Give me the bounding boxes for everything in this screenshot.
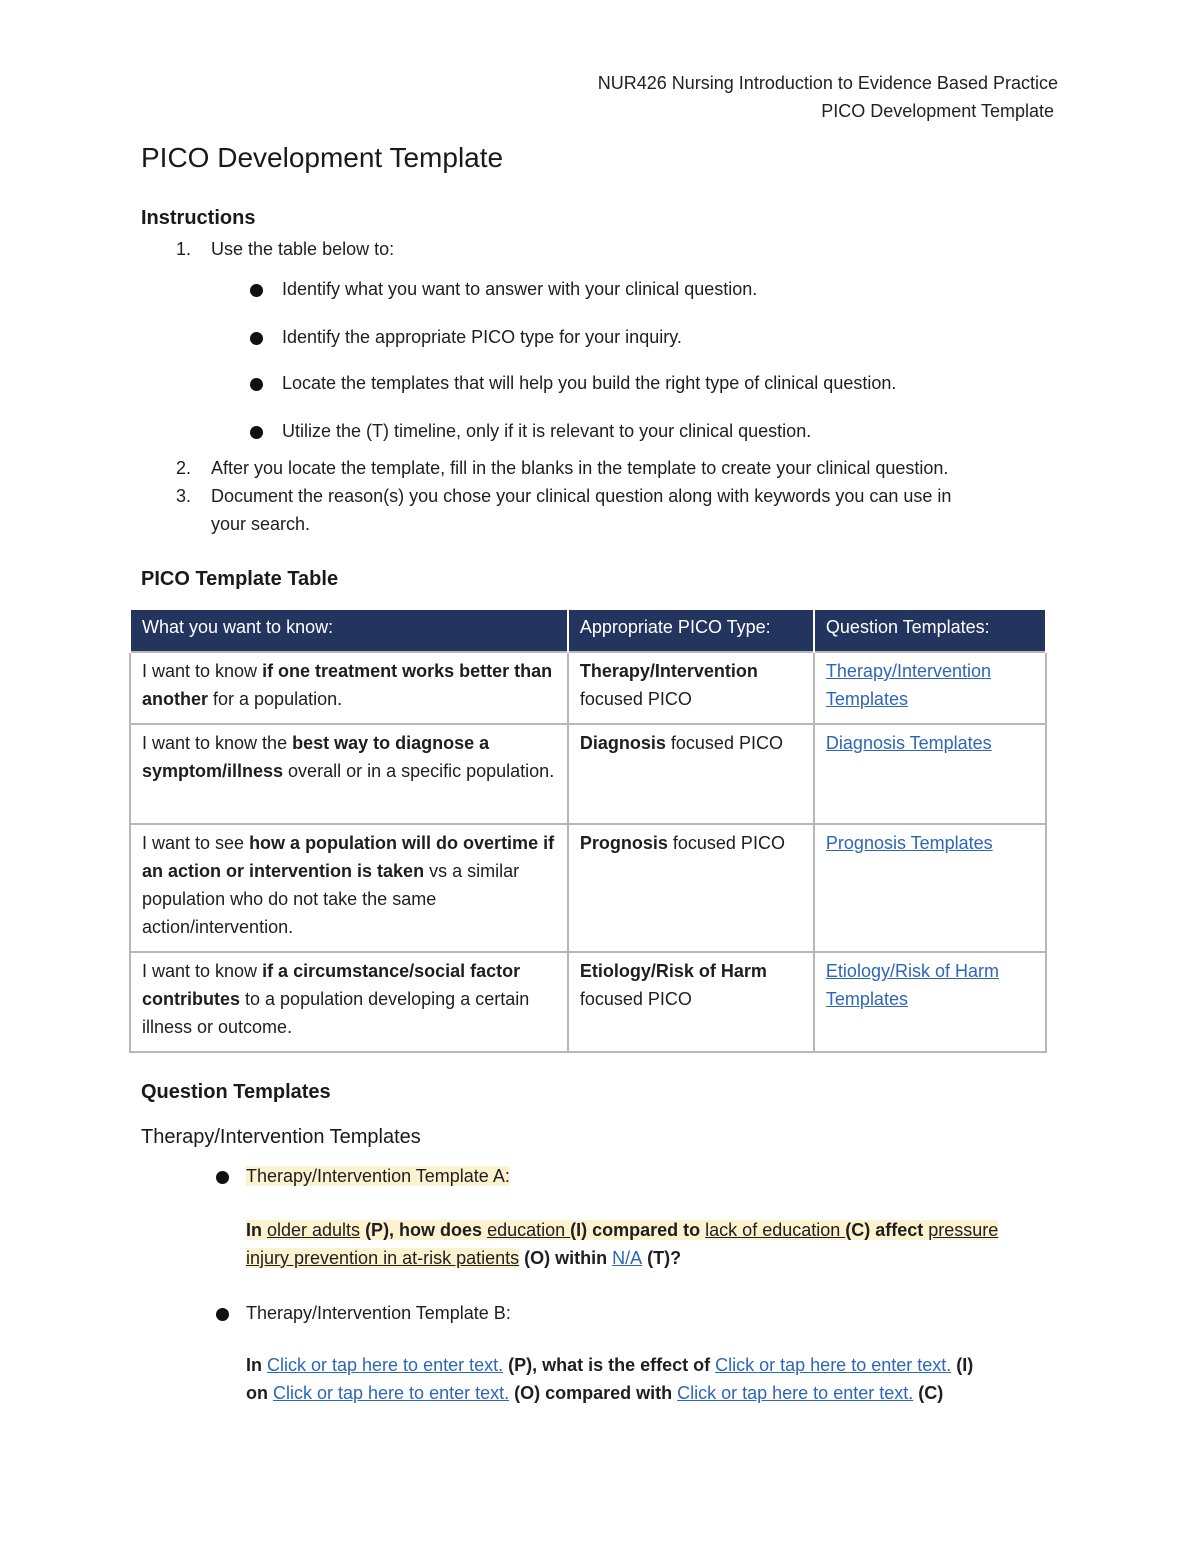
table-row [130, 824, 1046, 952]
bullet-icon [250, 284, 263, 297]
table-row [130, 724, 1046, 824]
bullet-icon [216, 1308, 229, 1321]
template-a-label: Therapy/Intervention Template A: [246, 1166, 510, 1186]
cell-type: Therapy/Intervention focused PICO [568, 652, 814, 724]
cell-link [814, 724, 1046, 824]
cell-link [814, 952, 1046, 1052]
column-header-type: Appropriate PICO Type: [568, 610, 814, 652]
template-a-question: In older adults (P), how does education (I) compared to lack of education (C) affect pressure injury prevention in at-risk patients (O) within N/A (T)? [246, 1220, 999, 1268]
therapy-templates-link[interactable]: Therapy/Intervention Templates [825, 661, 992, 709]
etiology-templates-link[interactable]: Etiology/Risk of Harm Templates [825, 961, 999, 1009]
table-heading: PICO Template Table [141, 568, 339, 590]
cell-type: Prognosis focused PICO [568, 824, 814, 952]
template-b-label: Therapy/Intervention Template B: [246, 1303, 511, 1323]
cell-type: Diagnosis focused PICO [568, 724, 814, 824]
step-2-number: 2. [176, 458, 192, 478]
bullet-icon [250, 332, 263, 345]
comparison-field[interactable]: Click or tap here to enter text. [677, 1383, 914, 1403]
step-3-text: Document the reason(s) you chose your clinical question along with keywords you can use in [211, 486, 952, 506]
instructions-heading: Instructions [141, 207, 256, 229]
bullet-item: Identify what you want to answer with your clinical question. [282, 279, 758, 299]
question-templates-heading: Question Templates [141, 1081, 331, 1103]
cell-know: I want to know the best way to diagnose a symptom/illness overall or in a specific population. [130, 724, 568, 824]
header-doc-title: PICO Development Template [821, 101, 1054, 121]
cell-know: I want to know if a circumstance/social factor contributes to a population developing a certain illness or outcome. [130, 952, 568, 1052]
table-row [130, 952, 1046, 1052]
cell-link [814, 824, 1046, 952]
step-2-text: After you locate the template, fill in the blanks in the template to create your clinical question. [211, 458, 949, 478]
cell-link [814, 652, 1046, 724]
cell-know: I want to know if one treatment works better than another for a population. [130, 652, 568, 724]
table-header-row [130, 610, 1046, 652]
step-1-text: Use the table below to: [211, 239, 395, 259]
template-b-question: In Click or tap here to enter text. (P), what is the effect of Click or tap here to enter text. (I) on Click or tap here to enter text. (O) compared with Click or tap here to enter text. (C) [246, 1355, 974, 1403]
diagnosis-templates-link[interactable]: Diagnosis Templates [825, 733, 992, 753]
bullet-item: Utilize the (T) timeline, only if it is relevant to your clinical question. [282, 421, 812, 441]
table-row [130, 652, 1046, 724]
pico-template-table [129, 610, 1047, 1053]
therapy-templates-subheading: Therapy/Intervention Templates [141, 1126, 421, 1148]
population-field[interactable]: Click or tap here to enter text. [267, 1355, 504, 1375]
prognosis-templates-link[interactable]: Prognosis Templates [825, 833, 993, 853]
bullet-item: Locate the templates that will help you build the right type of clinical question. [282, 373, 897, 393]
bullet-icon [250, 378, 263, 391]
bullet-icon [250, 426, 263, 439]
header-course: NUR426 Nursing Introduction to Evidence Based Practice [597, 73, 1058, 93]
column-header-templates: Question Templates: [814, 610, 1046, 652]
outcome-field[interactable]: Click or tap here to enter text. [273, 1383, 510, 1403]
step-3-number: 3. [176, 486, 192, 506]
step-3-text-cont: your search. [211, 514, 311, 534]
timeline-field[interactable]: N/A [612, 1248, 643, 1268]
bullet-icon [216, 1171, 229, 1184]
intervention-field[interactable]: Click or tap here to enter text. [715, 1355, 952, 1375]
bullet-item: Identify the appropriate PICO type for your inquiry. [282, 327, 682, 347]
page-title: PICO Development Template [141, 142, 504, 173]
column-header-know: What you want to know: [130, 610, 568, 652]
step-1-number: 1. [176, 239, 192, 259]
cell-know: I want to see how a population will do overtime if an action or intervention is taken vs a similar population who do not take the same action/intervention. [130, 824, 568, 952]
cell-type: Etiology/Risk of Harm focused PICO [568, 952, 814, 1052]
